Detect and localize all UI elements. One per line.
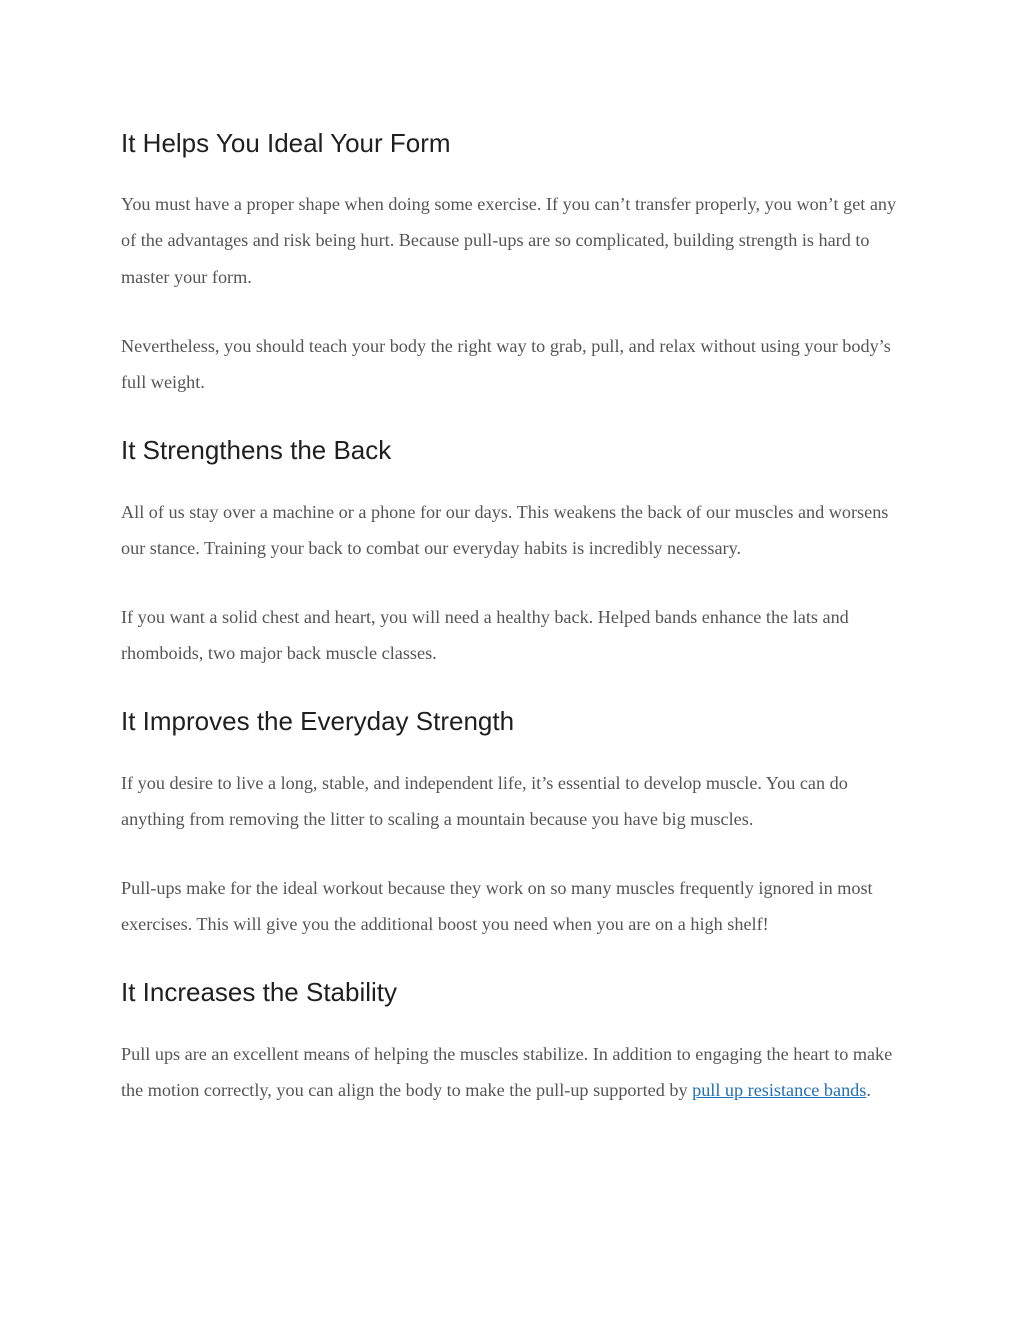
section-heading-ideal-form: It Helps You Ideal Your Form bbox=[121, 128, 451, 158]
paragraph-everyday-strength-2: Pull-ups make for the ideal workout because they work on so many muscles frequently ignored in most exercises. This will give you the additional boost you need when you are on a high shelf! bbox=[121, 878, 873, 935]
pull-up-resistance-bands-link[interactable]: pull up resistance bands bbox=[692, 1080, 867, 1101]
section-heading-strengthens-back: It Strengthens the Back bbox=[121, 435, 392, 465]
paragraph-stability-text: Pull ups are an excellent means of helping the muscles stabilize. In addition to engaging the heart to make the motion correctly, you can align the body to make the pull-up supported by bbox=[121, 1044, 893, 1101]
paragraph-ideal-form-2: Nevertheless, you should teach your body the right way to grab, pull, and relax without using your body’s full weight. bbox=[121, 336, 891, 393]
paragraph-strengthens-back-1: All of us stay over a machine or a phone for our days. This weakens the back of our muscles and worsens our stance. Training your back to combat our everyday habits is incredibly necessary. bbox=[121, 502, 889, 559]
paragraph-ideal-form-1: You must have a proper shape when doing some exercise. If you can’t transfer properly, you won’t get any of the advantages and risk being hurt. Because pull-ups are so complicated, building strength is hard to master your form. bbox=[121, 194, 897, 287]
section-heading-stability: It Increases the Stability bbox=[121, 977, 398, 1007]
section-heading-everyday-strength: It Improves the Everyday Strength bbox=[121, 706, 515, 736]
paragraph-strengthens-back-2: If you want a solid chest and heart, you will need a healthy back. Helped bands enhance the lats and rhomboids, two major back muscle classes. bbox=[121, 607, 849, 664]
paragraph-everyday-strength-1: If you desire to live a long, stable, and independent life, it’s essential to develop muscle. You can do anything from removing the litter to scaling a mountain because you have big muscles. bbox=[121, 773, 848, 830]
paragraph-stability-1 bbox=[121, 1036, 911, 1109]
paragraph-stability-trailing: . bbox=[866, 1080, 871, 1101]
